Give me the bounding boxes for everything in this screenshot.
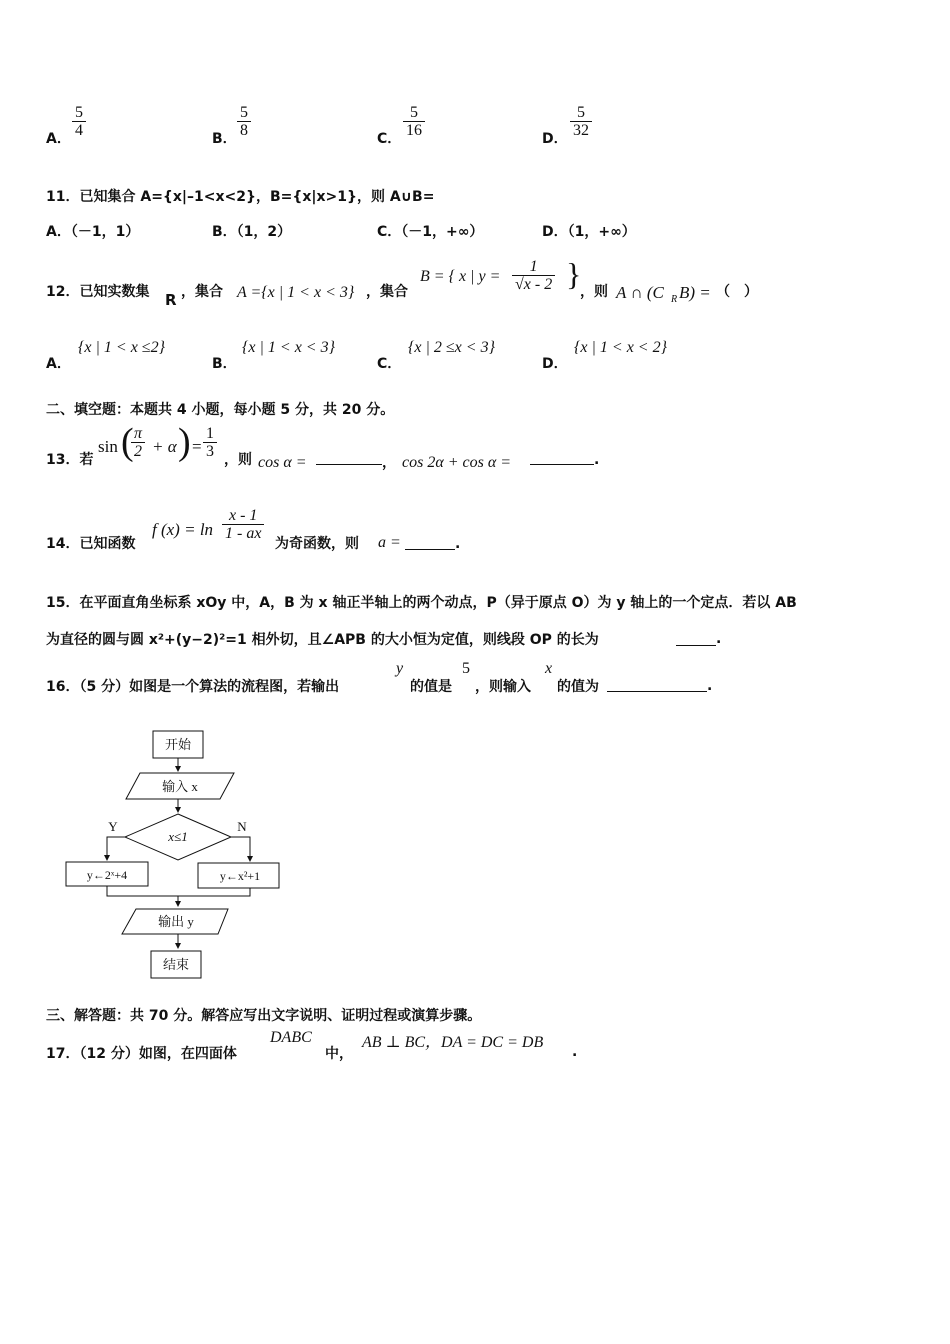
q17-stem-mid: 中， bbox=[325, 1046, 353, 1062]
q16-y: y bbox=[396, 660, 404, 677]
q14-stem-mid: 为奇函数，则 bbox=[275, 536, 359, 552]
q16-end-period: . bbox=[707, 678, 713, 694]
q12-set-b-numerator: 1 bbox=[529, 258, 538, 275]
q11-option-d: D．（1，+∞） bbox=[542, 224, 636, 240]
q14-function: f (x) = ln bbox=[152, 520, 214, 539]
q12-option-d-set: {x | 1 < x < 2} bbox=[574, 339, 667, 356]
flow-left-label: y←2ˣ+4 bbox=[86, 868, 128, 882]
flow-right-label: y←x²+1 bbox=[219, 869, 261, 883]
q10-d-denominator: 32 bbox=[570, 121, 592, 139]
q10-option-d-letter: D． bbox=[542, 131, 568, 147]
flow-end-label: 结束 bbox=[162, 957, 190, 972]
q12-expression-subscript: R bbox=[671, 294, 678, 305]
q14-denominator: 1 - ax bbox=[222, 524, 264, 542]
flow-no-label: N bbox=[237, 819, 247, 834]
q12-option-a-letter: A． bbox=[46, 356, 71, 372]
q11-option-c: C．（－1，+∞） bbox=[377, 224, 484, 240]
flow-start-label: 开始 bbox=[164, 737, 192, 752]
q12-option-b-letter: B． bbox=[212, 356, 237, 372]
q12-option-b-set: {x | 1 < x < 3} bbox=[242, 339, 335, 356]
q12-set-b-left: B = { x | y = bbox=[420, 268, 501, 285]
q12-set-a: A ={x | 1 < x < 3} bbox=[237, 284, 355, 301]
q12-real-set-symbol: R bbox=[165, 291, 177, 309]
q13-cos-sum: cos 2α + cos α = bbox=[402, 454, 512, 471]
q13-stem-mid: ，则 bbox=[224, 452, 252, 468]
q13-equals: = bbox=[192, 437, 202, 456]
q15-line-2: 为直径的圆与圆 x²+(y−2)²=1 相外切，且∠APB 的大小恒为定值，则线段 OP 的长为 bbox=[46, 632, 599, 648]
q12-stem-mid2: ，集合 bbox=[366, 284, 408, 300]
q16-stem-prefix: 16．（5 分）如图是一个算法的流程图，若输出 bbox=[46, 679, 340, 695]
q14-a-equals: a = bbox=[378, 534, 401, 551]
q15-line-1: 15．在平面直角坐标系 xOy 中，A，B 为 x 轴正半轴上的两个动点，P（异于原点 O）为 y 轴上的一个定点．若以 AB bbox=[46, 595, 797, 611]
section-3-heading: 三、解答题：共 70 分。解答应写出文字说明、证明过程或演算步骤。 bbox=[46, 1008, 482, 1024]
q13-plus-alpha: + α bbox=[152, 437, 177, 456]
q12-set-b-right-brace: } bbox=[566, 256, 582, 292]
q10-a-denominator: 4 bbox=[72, 121, 86, 139]
q11-option-a: A．（－1，1） bbox=[46, 224, 140, 240]
q11-option-b: B．（1，2） bbox=[212, 224, 292, 240]
q13-end-period: . bbox=[594, 452, 600, 468]
q13-pi: π bbox=[134, 425, 143, 442]
q12-stem-mid3: ，则 bbox=[580, 284, 608, 300]
q10-c-numerator: 5 bbox=[410, 104, 418, 121]
q12-stem-prefix: 12．已知实数集 bbox=[46, 284, 150, 300]
flow-input-label: 输入 x bbox=[162, 779, 198, 794]
q13-left-paren: ( bbox=[121, 421, 134, 463]
q17-condition: AB ⊥ BC，DA = DC = DB bbox=[362, 1034, 544, 1051]
flow-output-label: 输出 y bbox=[158, 914, 194, 929]
q13-cos-alpha: cos α = bbox=[258, 454, 307, 471]
q10-b-numerator: 5 bbox=[240, 104, 248, 121]
q17-tetrahedron: DABC bbox=[270, 1029, 312, 1046]
q12-option-d-letter: D． bbox=[542, 356, 568, 372]
q13-two: 2 bbox=[131, 442, 145, 460]
q15-end-period: . bbox=[716, 631, 722, 647]
q17-end-period: . bbox=[572, 1044, 578, 1060]
q10-a-numerator: 5 bbox=[75, 104, 83, 121]
q10-option-a-letter: A． bbox=[46, 131, 71, 147]
q12-stem-mid1: ，集合 bbox=[181, 284, 223, 300]
q12-answer-paren: （ ） bbox=[716, 284, 758, 300]
q16-stem-mid2: ，则输入 bbox=[475, 679, 531, 695]
q14-end-period: . bbox=[455, 536, 461, 552]
q17-stem-prefix: 17．（12 分）如图，在四面体 bbox=[46, 1046, 237, 1062]
section-2-heading: 二、填空题：本题共 4 小题，每小题 5 分，共 20 分。 bbox=[46, 402, 395, 418]
q16-stem-mid1: 的值是 bbox=[410, 679, 452, 695]
q10-d-numerator: 5 bbox=[577, 104, 585, 121]
q13-right-paren: ) bbox=[178, 421, 191, 463]
q12-set-b-denominator: √x - 2 bbox=[512, 275, 555, 293]
q16-x: x bbox=[545, 660, 553, 677]
q10-option-c-letter: C． bbox=[377, 131, 402, 147]
q13-sin: sin bbox=[98, 437, 118, 456]
q11-stem: 11．已知集合 A={x|–1<x<2}，B={x|x>1}，则 A∪B= bbox=[46, 189, 435, 205]
q10-option-b-letter: B． bbox=[212, 131, 237, 147]
q10-c-denominator: 16 bbox=[403, 121, 425, 139]
flow-yes-label: Y bbox=[108, 819, 118, 834]
q16-five: 5 bbox=[462, 660, 470, 677]
q13-rhs-denominator: 3 bbox=[203, 442, 217, 460]
q12-option-c-letter: C． bbox=[377, 356, 402, 372]
q10-b-denominator: 8 bbox=[237, 121, 251, 139]
q13-stem-prefix: 13．若 bbox=[46, 452, 94, 468]
flow-condition-label: x≤1 bbox=[168, 829, 188, 844]
q12-expression: A ∩ (C bbox=[616, 283, 664, 302]
q13-comma: ， bbox=[382, 455, 396, 471]
q12-option-a-set: {x | 1 < x ≤2} bbox=[78, 339, 165, 356]
q14-stem-prefix: 14．已知函数 bbox=[46, 536, 136, 552]
q14-numerator: x - 1 bbox=[229, 507, 258, 524]
q13-rhs-numerator: 1 bbox=[206, 425, 214, 442]
q12-expression-end: B) = bbox=[679, 283, 711, 302]
q12-option-c-set: {x | 2 ≤x < 3} bbox=[408, 339, 495, 356]
q16-stem-mid3: 的值为 bbox=[557, 679, 599, 695]
